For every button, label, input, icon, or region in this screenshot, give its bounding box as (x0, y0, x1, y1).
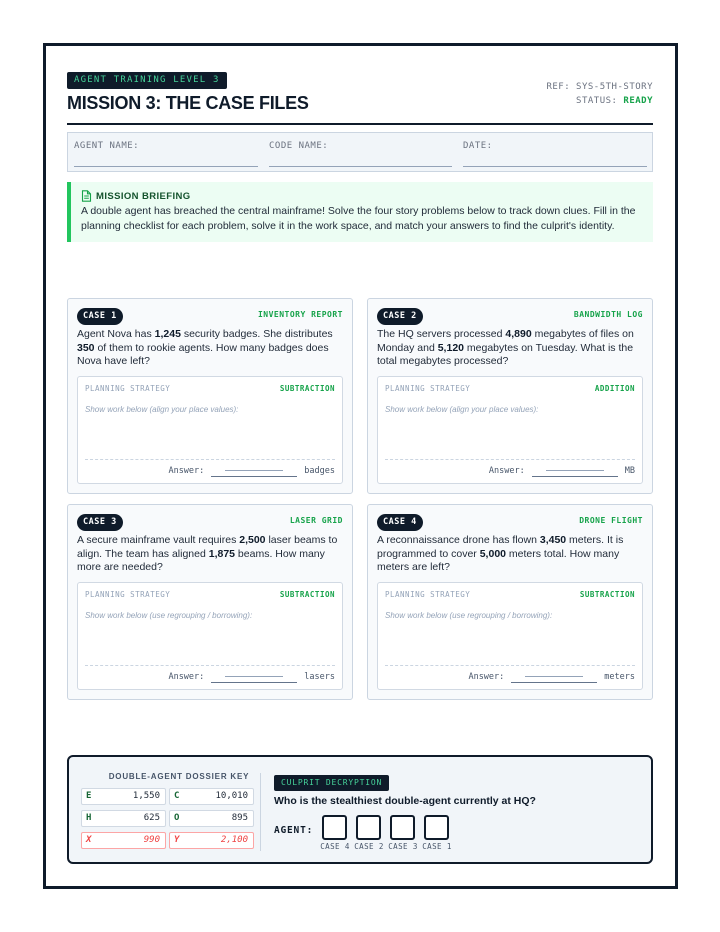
planning-strategy-label: PLANNING STRATEGY (85, 384, 171, 393)
agent-info-fields (67, 132, 653, 172)
document-icon (81, 190, 92, 202)
briefing-header (81, 190, 191, 202)
letter-box-2[interactable] (356, 815, 381, 840)
planning-strategy-label: PLANNING STRATEGY (385, 384, 471, 393)
work-space[interactable] (77, 582, 343, 690)
case-card-2 (367, 298, 653, 494)
work-space[interactable] (377, 582, 643, 690)
letter-box-4[interactable] (424, 815, 449, 840)
panel-divider (260, 773, 261, 851)
operation-label: SUBTRACTION (279, 384, 335, 393)
case-badge: CASE 1 (77, 308, 123, 325)
case-tag: INVENTORY REPORT (257, 310, 343, 319)
date-field[interactable] (463, 141, 647, 167)
ref-label: REF: (546, 82, 571, 92)
work-divider (85, 459, 335, 460)
case-card-4 (367, 504, 653, 700)
operation-label: SUBTRACTION (579, 590, 635, 599)
dossier-entry: O 895 (169, 810, 254, 827)
briefing-text: A double agent has breached the central mainframe! Solve the four story problems below to track down clues. Fill in the planning checklist for each problem, solve it in the work space, and match your answers to find the culprit's identity. (81, 205, 636, 232)
answer-unit: lasers (304, 672, 335, 682)
dossier-entry-decoy: X 990 (81, 832, 166, 849)
work-hint: Show work below (use regrouping / borrowing): (85, 611, 253, 620)
agent-name-label: AGENT NAME: (74, 141, 140, 151)
work-hint: Show work below (align your place values): (85, 405, 239, 414)
mission-briefing (67, 182, 653, 242)
status-label: STATUS: (576, 96, 618, 106)
letter-box-1[interactable] (322, 815, 347, 840)
case-badge: CASE 4 (377, 514, 423, 531)
case-problem-text: Agent Nova has 1,245 security badges. She distributes 350 of them to rookie agents. How many badges does Nova have left? (77, 328, 333, 367)
planning-strategy-label: PLANNING STRATEGY (385, 590, 471, 599)
decryption-badge: CULPRIT DECRYPTION (274, 775, 389, 791)
answer-row (468, 671, 635, 683)
ref-value: SYS-5TH-STORY (576, 82, 653, 92)
level-badge: AGENT TRAINING LEVEL 3 (67, 72, 227, 89)
operation-label: ADDITION (594, 384, 635, 393)
answer-label: Answer: (168, 466, 205, 476)
page-title: MISSION 3: THE CASE FILES (67, 93, 309, 113)
letter-box-3[interactable] (390, 815, 415, 840)
reference-block (546, 80, 653, 108)
work-hint: Show work below (align your place values): (385, 405, 539, 414)
dossier-entry: H 625 (81, 810, 166, 827)
answer-blank[interactable] (532, 465, 618, 477)
box-label: CASE 4 (320, 842, 350, 851)
case-badge: CASE 2 (377, 308, 423, 325)
header-rule (67, 123, 653, 125)
dossier-entry: E 1,550 (81, 788, 166, 805)
dossier-entry: C 10,010 (169, 788, 254, 805)
answer-row (168, 465, 335, 477)
dossier-entry-decoy: Y 2,100 (169, 832, 254, 849)
dossier-title: DOUBLE-AGENT DOSSIER KEY (108, 772, 250, 781)
work-divider (385, 665, 635, 666)
briefing-title: MISSION BRIEFING (96, 190, 191, 202)
answer-blank[interactable] (211, 465, 297, 477)
date-label: DATE: (463, 141, 493, 151)
case-problem-text: A reconnaissance drone has flown 3,450 meters. It is programmed to cover 5,000 meters total. How many meters are left? (377, 534, 624, 573)
case-card-3 (67, 504, 353, 700)
answer-row (168, 671, 335, 683)
operation-label: SUBTRACTION (279, 590, 335, 599)
answer-label: Answer: (468, 672, 505, 682)
work-space[interactable] (77, 376, 343, 484)
work-divider (85, 665, 335, 666)
status-value: READY (623, 96, 653, 106)
case-problem-text: A secure mainframe vault requires 2,500 laser beams to align. The team has aligned 1,875 beams. How many more are needed? (77, 534, 338, 573)
code-name-field[interactable] (269, 141, 452, 167)
answer-unit: meters (604, 672, 635, 682)
case-tag: LASER GRID (289, 516, 343, 525)
box-label: CASE 3 (388, 842, 418, 851)
agent-name-field[interactable] (74, 141, 258, 167)
case-tag: BANDWIDTH LOG (573, 310, 643, 319)
date-line (463, 166, 647, 167)
code-name-line (269, 166, 452, 167)
answer-unit: badges (304, 466, 335, 476)
agent-name-line (74, 166, 258, 167)
decryption-question: Who is the stealthiest double-agent currently at HQ? (274, 795, 536, 807)
planning-strategy-label: PLANNING STRATEGY (85, 590, 171, 599)
case-tag: DRONE FLIGHT (579, 516, 643, 525)
answer-blank[interactable] (211, 671, 297, 683)
work-divider (385, 459, 635, 460)
case-badge: CASE 3 (77, 514, 123, 531)
answer-row (489, 465, 635, 477)
answer-blank[interactable] (511, 671, 597, 683)
case-card-1 (67, 298, 353, 494)
agent-label: AGENT: (274, 825, 314, 836)
answer-label: Answer: (168, 672, 205, 682)
box-label: CASE 2 (354, 842, 384, 851)
box-label: CASE 1 (422, 842, 452, 851)
answer-unit: MB (624, 466, 635, 476)
answer-label: Answer: (488, 466, 525, 476)
work-space[interactable] (377, 376, 643, 484)
decryption-panel (67, 755, 653, 864)
case-problem-text: The HQ servers processed 4,890 megabytes of files on Monday and 5,120 megabytes on Tuesday. What is the total megabytes processed? (377, 328, 634, 367)
code-name-label: CODE NAME: (269, 141, 329, 151)
work-hint: Show work below (use regrouping / borrowing): (385, 611, 553, 620)
